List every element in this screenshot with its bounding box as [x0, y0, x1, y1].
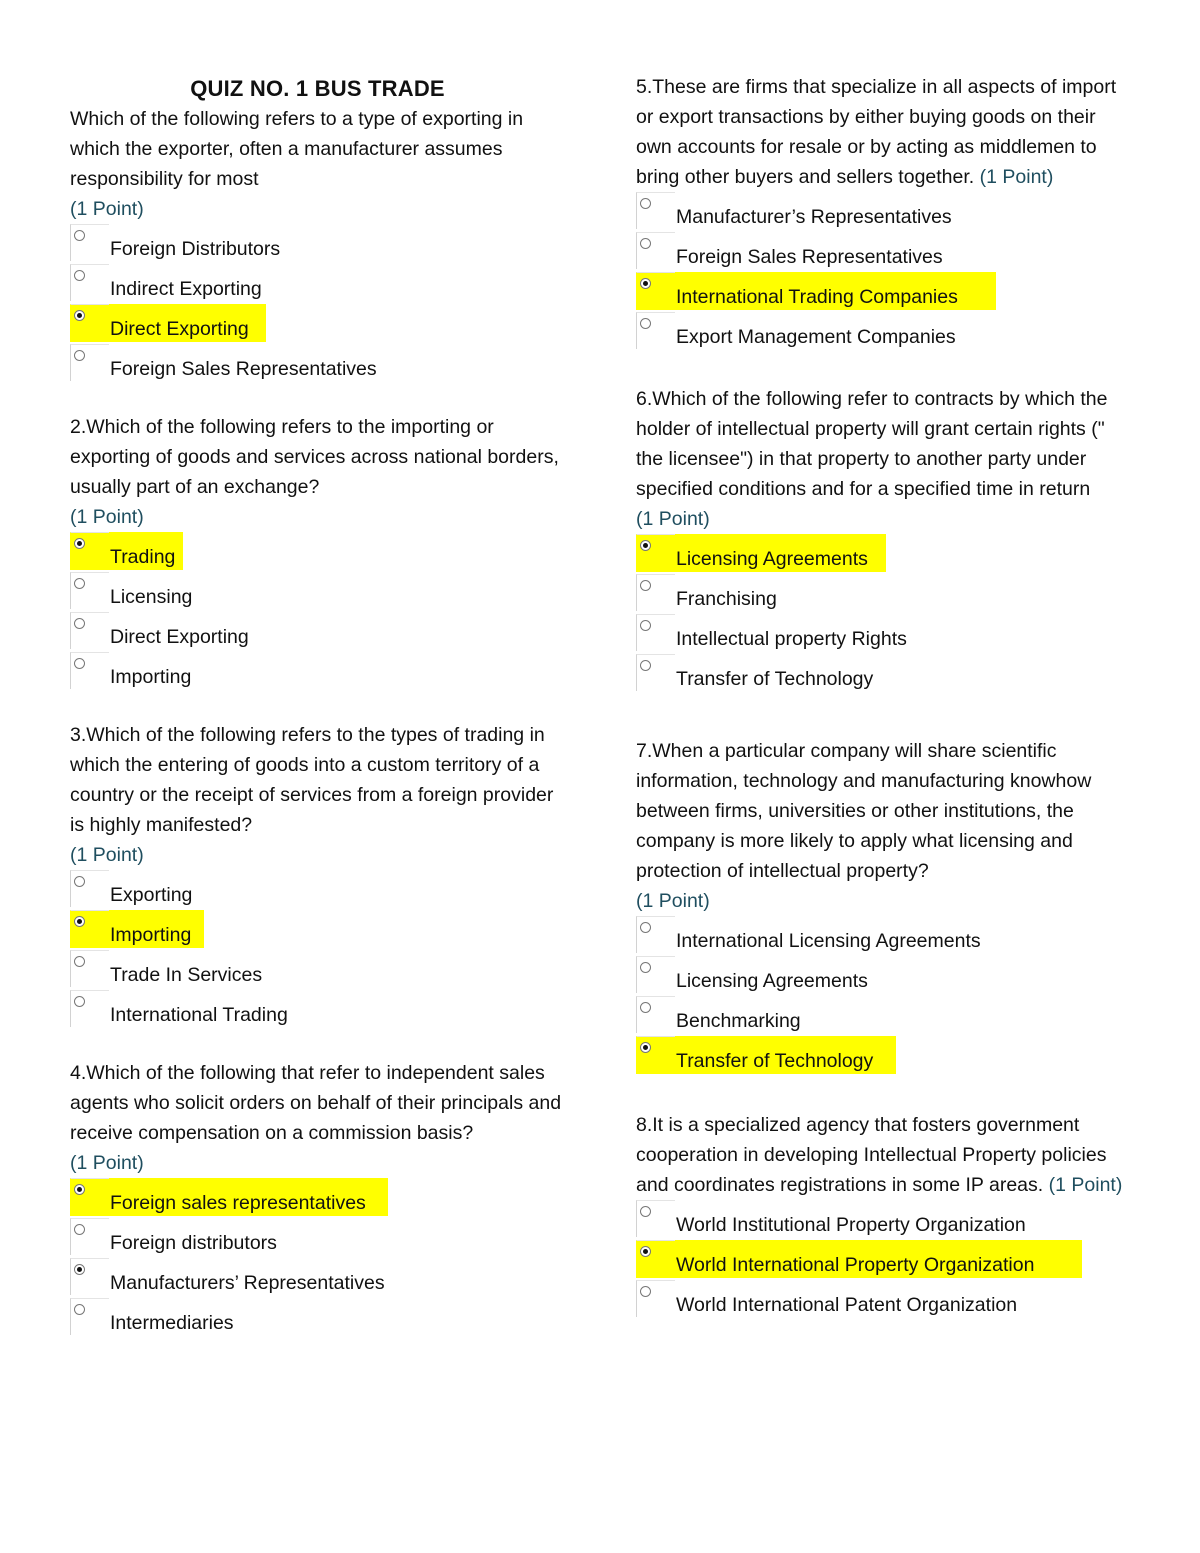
options-list	[636, 1200, 1136, 1320]
radio-frame	[70, 870, 109, 907]
answer-option[interactable]	[70, 612, 565, 652]
question-prompt: Which of the following refers to a type of exporting in which the exporter, often a manufacturer assumes responsibility for most	[70, 108, 524, 190]
radio-frame	[70, 344, 109, 381]
answer-option[interactable]	[70, 264, 565, 304]
radio-frame	[70, 1298, 109, 1335]
radio-icon[interactable]	[74, 350, 85, 361]
option-label: Direct Exporting	[110, 626, 249, 648]
answer-option[interactable]	[636, 272, 1136, 312]
question-text	[636, 736, 1136, 916]
option-label: Foreign Sales Representatives	[676, 246, 943, 268]
question-6	[636, 384, 1136, 694]
option-label: Licensing Agreements	[676, 970, 868, 992]
answer-option[interactable]	[636, 574, 1136, 614]
left-column	[70, 72, 565, 1338]
radio-icon[interactable]	[640, 198, 651, 209]
question-prompt: 4.Which of the following that refer to independent sales agents who solicit orders on behalf of their principals and receive compensation on a commission basis?	[70, 1062, 562, 1144]
answer-option[interactable]	[70, 572, 565, 612]
question-gap	[636, 694, 1136, 736]
radio-selected-icon[interactable]	[74, 310, 85, 321]
radio-frame	[70, 304, 109, 341]
answer-option[interactable]	[70, 304, 565, 344]
option-label: Franchising	[676, 588, 777, 610]
radio-selected-icon[interactable]	[640, 1042, 651, 1053]
option-label: Export Management Companies	[676, 326, 956, 348]
answer-option[interactable]	[636, 956, 1136, 996]
answer-option[interactable]	[636, 614, 1136, 654]
option-label: Foreign Sales Representatives	[110, 358, 377, 380]
radio-icon[interactable]	[640, 962, 651, 973]
radio-frame	[636, 232, 675, 269]
radio-icon[interactable]	[74, 270, 85, 281]
radio-icon[interactable]	[640, 238, 651, 249]
option-label: Intellectual property Rights	[676, 628, 907, 650]
radio-icon[interactable]	[74, 230, 85, 241]
radio-selected-icon[interactable]	[74, 916, 85, 927]
radio-frame	[70, 572, 109, 609]
radio-frame	[636, 956, 675, 993]
question-gap	[70, 692, 565, 720]
left-questions	[70, 104, 565, 1338]
radio-frame	[70, 950, 109, 987]
radio-selected-icon[interactable]	[74, 538, 85, 549]
radio-icon[interactable]	[74, 876, 85, 887]
radio-frame	[636, 534, 675, 571]
option-label: World International Property Organization	[676, 1254, 1035, 1276]
radio-frame	[636, 1200, 675, 1237]
option-label: Transfer of Technology	[676, 668, 874, 690]
radio-frame	[70, 532, 109, 569]
options-list	[636, 534, 1136, 694]
option-label: Trade In Services	[110, 964, 263, 986]
points-label: (1 Point)	[636, 508, 710, 530]
points-label: (1 Point)	[70, 198, 144, 220]
question-text	[70, 412, 565, 532]
radio-selected-icon[interactable]	[640, 278, 651, 289]
radio-frame	[636, 272, 675, 309]
answer-option[interactable]	[636, 192, 1136, 232]
answer-option[interactable]	[70, 990, 565, 1030]
answer-option[interactable]	[70, 870, 565, 910]
question-gap	[70, 384, 565, 412]
question-prompt: 7.When a particular company will share scientific information, technology and manufacturing knowhow between firms, universities or other institutions, the company is more likely to apply what licensing and protection of intellectual property?	[636, 740, 1092, 882]
question-text	[636, 1110, 1136, 1200]
answer-option[interactable]	[70, 1298, 565, 1338]
answer-option[interactable]	[636, 534, 1136, 574]
answer-option[interactable]	[636, 1240, 1136, 1280]
radio-icon[interactable]	[640, 922, 651, 933]
options-list	[70, 870, 565, 1030]
answer-option[interactable]	[70, 224, 565, 264]
answer-option[interactable]	[70, 910, 565, 950]
option-label: Direct Exporting	[110, 318, 249, 340]
page-title: QUIZ NO. 1 BUS TRADE	[190, 76, 445, 101]
answer-option[interactable]	[636, 1280, 1136, 1320]
radio-frame	[70, 264, 109, 301]
radio-icon[interactable]	[74, 1304, 85, 1315]
question-gap	[636, 1076, 1136, 1110]
option-label: Foreign Distributors	[110, 238, 281, 260]
option-label: International Licensing Agreements	[676, 930, 981, 952]
points-label: (1 Point)	[1048, 1174, 1123, 1196]
radio-frame	[70, 1258, 109, 1295]
question-text	[636, 384, 1136, 534]
radio-icon[interactable]	[640, 660, 651, 671]
options-list	[70, 224, 565, 384]
radio-icon[interactable]	[640, 580, 651, 591]
question-prompt: 5.These are firms that specialize in all aspects of import or export transactions by either buying goods on their own accounts for resale or by acting as middlemen to bring other buyers and sellers together.	[636, 76, 1117, 188]
radio-icon[interactable]	[74, 996, 85, 1007]
question-prompt: 8.It is a specialized agency that fosters government cooperation in developing Intellectual Property policies and coordinates registrations in some IP areas.	[636, 1114, 1107, 1196]
radio-icon[interactable]	[640, 1286, 651, 1297]
answer-option[interactable]	[70, 344, 565, 384]
option-label: Manufacturers’ Representatives	[110, 1272, 385, 1294]
option-label: Licensing Agreements	[676, 548, 868, 570]
question-text	[70, 720, 565, 870]
option-label: Importing	[110, 924, 192, 946]
answer-option[interactable]	[636, 654, 1136, 694]
radio-frame	[70, 1178, 109, 1215]
answer-option[interactable]	[70, 1178, 565, 1218]
option-label: Exporting	[110, 884, 193, 906]
question-5	[636, 72, 1136, 352]
option-label: Transfer of Technology	[676, 1050, 874, 1072]
points-label: (1 Point)	[979, 166, 1054, 188]
radio-selected-icon[interactable]	[640, 540, 651, 551]
option-label: Indirect Exporting	[110, 278, 262, 300]
radio-frame	[70, 224, 109, 261]
option-label: Foreign sales representatives	[110, 1192, 366, 1214]
radio-frame	[636, 1240, 675, 1277]
radio-frame	[636, 1280, 675, 1317]
radio-frame	[636, 312, 675, 349]
radio-frame	[70, 652, 109, 689]
question-gap	[636, 352, 1136, 384]
answer-option[interactable]	[70, 652, 565, 692]
points-label: (1 Point)	[636, 890, 710, 912]
answer-option[interactable]	[636, 312, 1136, 352]
question-1	[70, 104, 565, 384]
options-list	[70, 1178, 565, 1338]
answer-option[interactable]	[636, 916, 1136, 956]
radio-frame	[636, 192, 675, 229]
question-text	[636, 72, 1136, 192]
radio-icon[interactable]	[74, 1224, 85, 1235]
radio-icon[interactable]	[74, 618, 85, 629]
radio-icon[interactable]	[74, 578, 85, 589]
radio-frame	[636, 996, 675, 1033]
option-label: World International Patent Organization	[676, 1294, 1018, 1316]
question-gap	[70, 1030, 565, 1058]
question-prompt: 3.Which of the following refers to the types of trading in which the entering of goods into a custom territory of a country or the receipt of services from a foreign provider is highly manifested?	[70, 724, 554, 836]
right-questions	[636, 72, 1136, 1320]
option-label: Importing	[110, 666, 192, 688]
question-text	[70, 1058, 565, 1178]
question-8	[636, 1110, 1136, 1320]
options-list	[636, 916, 1136, 1076]
option-label: Manufacturer’s Representatives	[676, 206, 952, 228]
option-label: Benchmarking	[676, 1010, 801, 1032]
radio-frame	[636, 574, 675, 611]
option-label: Foreign distributors	[110, 1232, 277, 1254]
answer-option[interactable]	[70, 950, 565, 990]
radio-frame	[636, 1036, 675, 1073]
answer-option[interactable]	[636, 996, 1136, 1036]
radio-frame	[70, 910, 109, 947]
options-list	[70, 532, 565, 692]
radio-selected-icon[interactable]	[74, 1264, 85, 1275]
points-label: (1 Point)	[70, 844, 144, 866]
radio-frame	[636, 916, 675, 953]
radio-frame	[636, 654, 675, 691]
answer-option[interactable]	[636, 232, 1136, 272]
radio-icon[interactable]	[640, 1206, 651, 1217]
answer-option[interactable]	[70, 532, 565, 572]
radio-icon[interactable]	[640, 1002, 651, 1013]
option-label: World Institutional Property Organization	[676, 1214, 1026, 1236]
radio-selected-icon[interactable]	[74, 1184, 85, 1195]
question-text	[70, 104, 565, 224]
radio-selected-icon[interactable]	[640, 1246, 651, 1257]
points-label: (1 Point)	[70, 506, 144, 528]
option-label: International Trading Companies	[676, 286, 958, 308]
answer-option[interactable]	[636, 1036, 1136, 1076]
radio-icon[interactable]	[640, 318, 651, 329]
points-label: (1 Point)	[70, 1152, 144, 1174]
radio-icon[interactable]	[74, 956, 85, 967]
radio-frame	[70, 612, 109, 649]
option-label: International Trading	[110, 1004, 288, 1026]
answer-option[interactable]	[70, 1258, 565, 1298]
radio-icon[interactable]	[74, 658, 85, 669]
question-3	[70, 720, 565, 1030]
option-label: Intermediaries	[110, 1312, 234, 1334]
question-7	[636, 736, 1136, 1076]
right-column	[636, 72, 1136, 1320]
answer-option[interactable]	[636, 1200, 1136, 1240]
option-label: Licensing	[110, 586, 193, 608]
option-label: Trading	[110, 546, 176, 568]
radio-frame	[70, 990, 109, 1027]
question-prompt: 2.Which of the following refers to the importing or exporting of goods and services across national borders, usually part of an exchange?	[70, 416, 559, 498]
question-4	[70, 1058, 565, 1338]
options-list	[636, 192, 1136, 352]
radio-frame	[70, 1218, 109, 1255]
question-2	[70, 412, 565, 692]
radio-frame	[636, 614, 675, 651]
radio-icon[interactable]	[640, 620, 651, 631]
answer-option[interactable]	[70, 1218, 565, 1258]
question-prompt: 6.Which of the following refer to contracts by which the holder of intellectual property will grant certain rights (" the licensee") in that property to another party under specified conditions and for a specified time in return	[636, 388, 1108, 500]
